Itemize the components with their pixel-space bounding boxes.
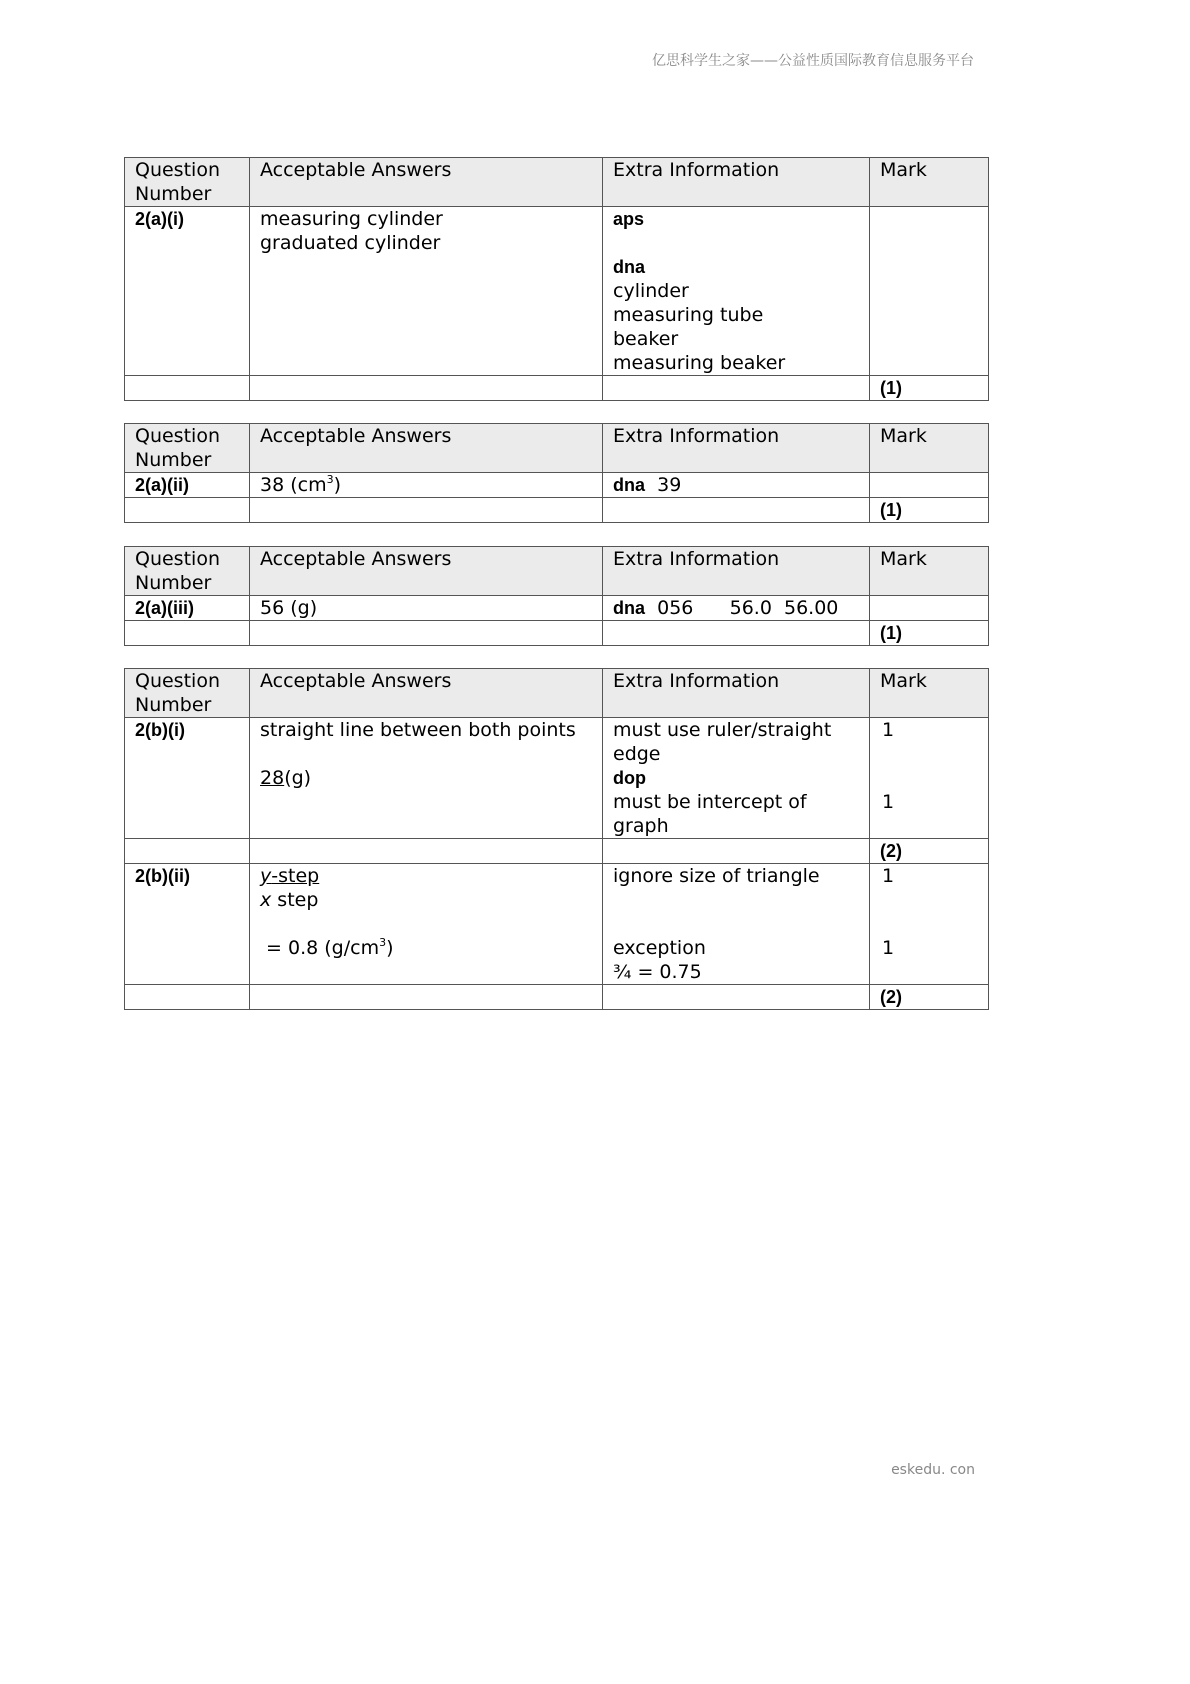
page-footer-site-text: eskedu. con bbox=[891, 1462, 975, 1478]
mark-scheme-table-2aii bbox=[124, 423, 989, 523]
extra-information-cell: ignore size of triangle exception ¾ = 0.75 bbox=[603, 864, 870, 985]
mark-scheme-table-2aiii bbox=[124, 546, 989, 646]
extra-information-cell: must use ruler/straight edge dop must be intercept of graph bbox=[603, 718, 870, 839]
extra-line: cylinder bbox=[613, 280, 689, 302]
mark-cell: 1 1 bbox=[870, 718, 989, 839]
mark-cell bbox=[870, 596, 989, 621]
total-mark: (2) bbox=[870, 985, 989, 1010]
mark-cell bbox=[870, 473, 989, 498]
question-number: 2(b)(i) bbox=[125, 718, 250, 839]
dna-label: dna bbox=[613, 475, 646, 495]
extra-line: measuring beaker bbox=[613, 352, 786, 374]
total-mark: (2) bbox=[870, 839, 989, 864]
extra-line: beaker bbox=[613, 328, 679, 350]
question-number-header: Question Number bbox=[125, 158, 250, 207]
extra-information-header: Extra Information bbox=[603, 158, 870, 207]
extra-information-cell: dna 056 56.0 56.00 bbox=[603, 596, 870, 621]
acceptable-answers-cell: 38 $(cm^3)$ bbox=[250, 473, 603, 498]
dna-label: dna bbox=[613, 598, 646, 618]
acceptable-answers-header: Acceptable Answers bbox=[250, 669, 603, 718]
extra-information-header: Extra Information bbox=[603, 547, 870, 596]
question-number-header: Question Number bbox=[125, 547, 250, 596]
extra-information-header: Extra Information bbox=[603, 669, 870, 718]
mark-scheme-table-2b bbox=[124, 668, 989, 1010]
total-mark: (1) bbox=[870, 621, 989, 646]
table-row bbox=[125, 473, 989, 498]
total-row bbox=[125, 621, 989, 646]
question-number-header: Question Number bbox=[125, 424, 250, 473]
acceptable-answers-cell: 56 (g) bbox=[250, 596, 603, 621]
dna-label: dna bbox=[613, 257, 646, 277]
total-mark: (1) bbox=[870, 376, 989, 401]
total-row bbox=[125, 839, 989, 864]
answer-line: measuring cylinder bbox=[260, 208, 443, 230]
acceptable-answers-cell: straight line between both points 28(g) bbox=[250, 718, 603, 839]
question-number: 2(a)(ii) bbox=[125, 473, 250, 498]
table-row bbox=[125, 718, 989, 839]
table-header-row bbox=[125, 669, 989, 718]
extra-information-cell: dna 39 bbox=[603, 473, 870, 498]
total-mark: (1) bbox=[870, 498, 989, 523]
question-number: 2(b)(ii) bbox=[125, 864, 250, 985]
table-header-row bbox=[125, 424, 989, 473]
table-row bbox=[125, 596, 989, 621]
extra-information-header: Extra Information bbox=[603, 424, 870, 473]
acceptable-answers-header: Acceptable Answers bbox=[250, 547, 603, 596]
mark-cell bbox=[870, 207, 989, 376]
table-row bbox=[125, 864, 989, 985]
acceptable-answers-header: Acceptable Answers bbox=[250, 424, 603, 473]
acceptable-answers-cell: y-step x step = 0.8 $(g/cm^3)$ bbox=[250, 864, 603, 985]
table-header-row bbox=[125, 547, 989, 596]
total-row bbox=[125, 498, 989, 523]
question-number-header: Question Number bbox=[125, 669, 250, 718]
total-row bbox=[125, 376, 989, 401]
table-row bbox=[125, 207, 989, 376]
mark-scheme-table-2ai bbox=[124, 157, 989, 401]
acceptable-answers-cell bbox=[250, 207, 603, 376]
answer-line: graduated cylinder bbox=[260, 232, 441, 254]
dop-label: dop bbox=[613, 768, 646, 788]
question-number: 2(a)(i) bbox=[125, 207, 250, 376]
page-header-site-text: 亿思科学生之家——公益性质国际教育信息服务平台 bbox=[652, 53, 974, 69]
aps-label: aps bbox=[613, 209, 645, 229]
table-header-row bbox=[125, 158, 989, 207]
extra-information-cell bbox=[603, 207, 870, 376]
question-number: 2(a)(iii) bbox=[125, 596, 250, 621]
mark-header: Mark bbox=[870, 547, 989, 596]
total-row bbox=[125, 985, 989, 1010]
mark-cell: 1 1 bbox=[870, 864, 989, 985]
mark-header: Mark bbox=[870, 669, 989, 718]
mark-header: Mark bbox=[870, 424, 989, 473]
acceptable-answers-header: Acceptable Answers bbox=[250, 158, 603, 207]
extra-line: measuring tube bbox=[613, 304, 764, 326]
mark-header: Mark bbox=[870, 158, 989, 207]
